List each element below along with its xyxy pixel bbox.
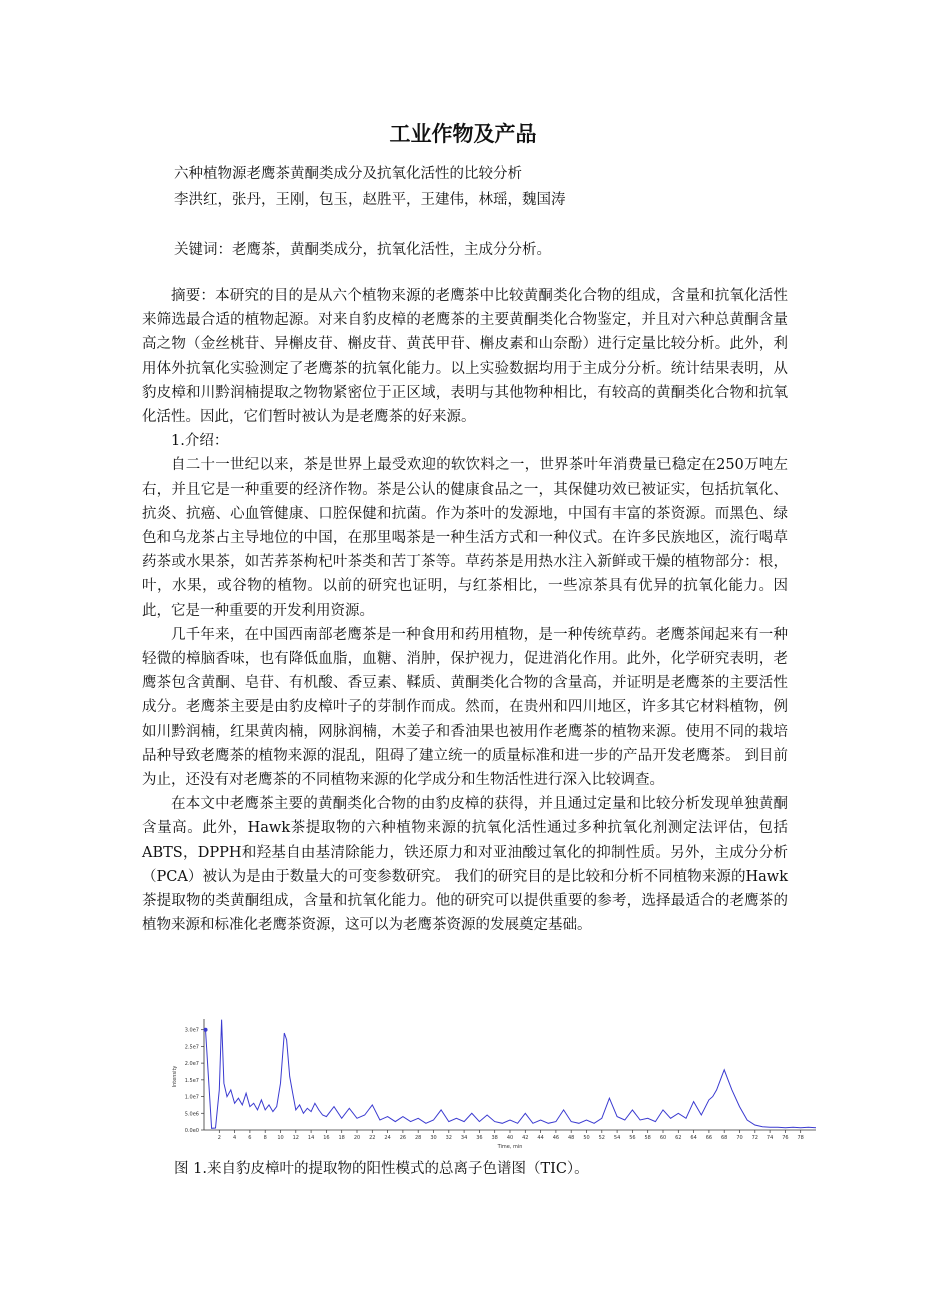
x-tick-label: 24 — [384, 1135, 391, 1141]
y-tick-label: 0.0e0 — [184, 1128, 199, 1134]
x-tick-label: 18 — [338, 1135, 345, 1141]
tic-start-marker — [204, 1028, 208, 1032]
x-tick-label: 42 — [522, 1135, 529, 1141]
x-tick-label: 8 — [263, 1135, 267, 1141]
x-tick-label: 36 — [476, 1135, 483, 1141]
x-tick-label: 26 — [399, 1135, 407, 1141]
intro-paragraph-1: 自二十一世纪以来，茶是世界上最受欢迎的软饮料之一，世界茶叶年消费量已稳定在250万吨左右，并且它是一种重要的经济作物。茶是公认的健康食品之一，其保健功效已被证实，包括抗氧化、抗炎、抗癌、心血管健康、口腔保健和抗菌。作为茶叶的发源地，中国有丰富的茶资源。而黑色、绿色和乌龙茶占主导地位的中国，在那里喝茶是一种生活方式和一种仪式。在许多民族地区，流行喝草药茶或水果茶，如苦荞茶枸杞叶茶类和苦丁茶等。草药茶是用热水注入新鲜或干燥的植物部分：根，叶，水果，或谷物的植物。以前的研究也证明，与红茶相比，一些凉茶具有优异的抗氧化能力。因此，它是一种重要的开发利用资源。 — [142, 457, 788, 619]
x-tick-label: 6 — [248, 1135, 252, 1141]
x-tick-label: 60 — [659, 1135, 667, 1141]
x-tick-label: 2 — [217, 1135, 221, 1141]
x-tick-label: 16 — [323, 1135, 330, 1141]
intro-heading: 1.介绍： — [171, 433, 229, 450]
x-tick-label: 78 — [797, 1135, 804, 1141]
figure-caption: 图 1.来自豹皮樟叶的提取物的阳性模式的总离子色谱图（TIC）。 — [174, 1161, 589, 1177]
x-tick-label: 58 — [644, 1135, 651, 1141]
x-tick-label: 22 — [369, 1135, 376, 1141]
x-tick-label: 14 — [307, 1135, 315, 1141]
x-tick-label: 44 — [537, 1135, 544, 1141]
x-tick-label: 52 — [598, 1135, 605, 1141]
x-tick-label: 56 — [629, 1135, 636, 1141]
x-tick-label: 28 — [415, 1135, 422, 1141]
x-tick-label: 74 — [766, 1135, 774, 1141]
x-tick-label: 62 — [675, 1135, 682, 1141]
y-tick-label: 3.0e7 — [184, 1027, 199, 1034]
abstract-paragraph: 摘要：本研究的目的是从六个植物来源的老鹰茶中比较黄酮类化合物的组成，含量和抗氧化活性来筛选最合适的植物起源。对来自豹皮樟的老鹰茶的主要黄酮类化合物鉴定，并且对六种总黄酮含量高之物（金丝桃苷、异槲皮苷、槲皮苷、黄芪甲苷、槲皮素和山奈酚）进行定量比较分析。此外，利用体外抗氧化实验测定了老鹰茶的抗氧化能力。以上实验数据均用于主成分分析。统计结果表明，从豹皮樟和川黔润楠提取之物物紧密位于正区域，表明与其他物种相比，有较高的黄酮类化合物和抗氧化活性。因此，它们暂时被认为是老鹰茶的好来源。 — [142, 288, 788, 426]
x-tick-label: 46 — [552, 1135, 560, 1141]
x-tick-label: 40 — [506, 1135, 514, 1141]
y-tick-label: 1.0e7 — [184, 1094, 199, 1101]
x-tick-label: 66 — [705, 1135, 713, 1141]
x-axis-label: Time, min — [497, 1144, 523, 1150]
x-tick-label: 20 — [353, 1135, 361, 1141]
x-tick-label: 4 — [233, 1135, 237, 1141]
y-tick-label: 2.0e7 — [184, 1061, 199, 1068]
x-tick-label: 34 — [460, 1135, 468, 1141]
x-tick-label: 64 — [690, 1135, 697, 1141]
section-title: 工业作物及产品 — [389, 122, 537, 146]
x-tick-label: 48 — [568, 1135, 575, 1141]
author-list: 李洪红，张丹，王刚，包玉，赵胜平，王建伟，林瑶，魏国涛 — [174, 192, 566, 208]
x-tick-label: 30 — [430, 1135, 437, 1141]
x-tick-label: 72 — [751, 1135, 758, 1141]
paper-title: 六种植物源老鹰茶黄酮类成分及抗氧化活性的比较分析 — [174, 166, 522, 182]
x-tick-label: 10 — [277, 1135, 284, 1141]
x-tick-label: 70 — [736, 1135, 743, 1141]
tic-series-line — [206, 1020, 817, 1129]
tic-chromatogram-chart — [168, 1013, 820, 1153]
x-tick-label: 68 — [721, 1135, 728, 1141]
x-tick-label: 54 — [613, 1135, 621, 1141]
x-tick-label: 12 — [292, 1135, 299, 1141]
intro-paragraph-3: 在本文中老鹰茶主要的黄酮类化合物的由豹皮樟的获得，并且通过定量和比较分析发现单独黄酮含量高。此外，Hawk茶提取物的六种植物来源的抗氧化活性通过多种抗氧化剂测定法评估，包括ABTS，DPPH和羟基自由基清除能力，铁还原力和对亚油酸过氧化的抑制性质。另外，主成分分析（PCA）被认为是由于数量大的可变参数研究。 我们的研究目的是比较和分析不同植物来源的Hawk茶提取物的类黄酮组成，含量和抗氧化能力。他的研究可以提供重要的参考，选择最适合的老鹰茶的植物来源和标准化老鹰茶资源，这可以为老鹰茶资源的发展奠定基础。 — [142, 796, 788, 934]
x-tick-label: 32 — [445, 1135, 452, 1141]
y-axis-label: Intensity — [172, 1065, 178, 1088]
y-tick-label: 2.5e7 — [184, 1044, 199, 1051]
tic-chromatogram-figure — [168, 1013, 820, 1153]
intro-paragraph-2: 几千年来，在中国西南部老鹰茶是一种食用和药用植物，是一种传统草药。老鹰茶闻起来有一种轻微的樟脑香味，也有降低血脂，血糖、消肿，保护视力，促进消化作用。此外，化学研究表明，老鹰茶包含黄酮、皂苷、有机酸、香豆素、鞣质、黄酮类化合物的含量高，并证明是老鹰茶的主要活性成分。老鹰茶主要是由豹皮樟叶子的芽制作而成。然而，在贵州和四川地区，许多其它材料植物，例如川黔润楠，红果黄肉楠，网脉润楠，木姜子和香油果也被用作老鹰茶的植物来源。使用不同的栽培品种导致老鹰茶的植物来源的混乱，阻碍了建立统一的质量标准和进一步的产品开发老鹰茶。 到目前为止，还没有对老鹰茶的不同植物来源的化学成分和生物活性进行深入比较调查。 — [142, 626, 788, 789]
x-tick-label: 76 — [782, 1135, 789, 1141]
keywords: 关键词：老鹰茶，黄酮类成分，抗氧化活性，主成分分析。 — [174, 242, 551, 258]
main-text — [142, 284, 788, 937]
x-tick-label: 50 — [583, 1135, 590, 1141]
y-tick-label: 5.0e6 — [184, 1111, 199, 1118]
y-tick-label: 1.5e7 — [184, 1077, 199, 1084]
x-tick-label: 38 — [491, 1135, 498, 1141]
